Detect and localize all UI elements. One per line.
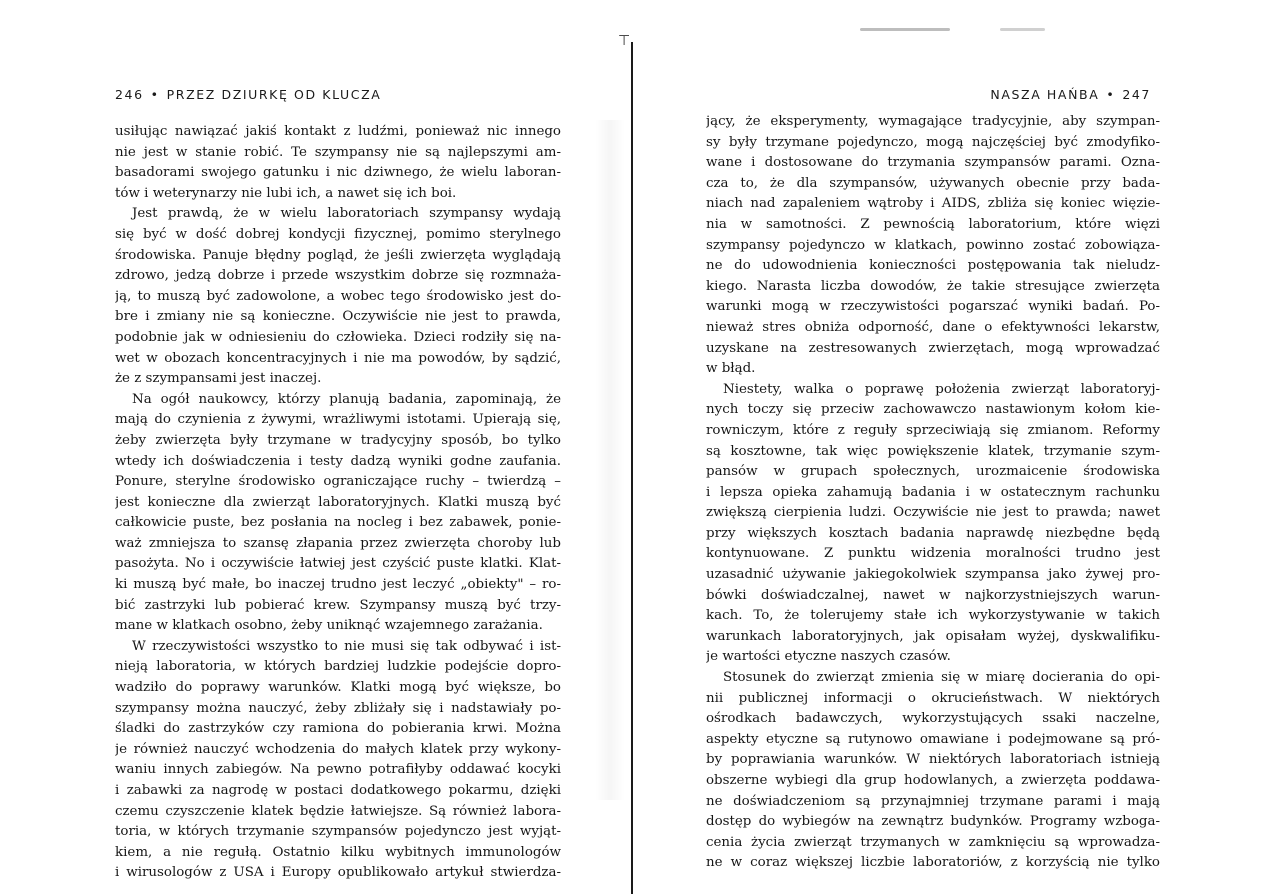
text-line: je również nauczyć wchodzenia do małych klatek przy wykony- [115, 741, 561, 757]
text-line: waż zmniejsza to szansę złapania przez zwierzęta choroby lub [115, 535, 561, 551]
header-separator: • [1106, 87, 1116, 102]
text-line: i lepsza opieka zahamują badania i w ostatecznym rachunku [706, 484, 1160, 500]
page-number: 246 [115, 87, 144, 102]
text-line: ośrodkach badawczych, wykorzystujących ssaki naczelne, [706, 711, 1160, 727]
text-line: uzyskane na zestresowanych zwierzętach, mogą wprowadzać [706, 340, 1160, 356]
running-header-right [990, 87, 1151, 102]
text-line: W rzeczywistości wszystko to nie musi się tak odbywać i ist- [132, 638, 561, 654]
text-line: je wartości etyczne naszych czasów. [706, 649, 951, 665]
text-line: warunki mogą w rzeczywistości pogarszać wyniki badań. Po- [706, 299, 1160, 315]
text-line: jest konieczne dla zwierząt laboratoryjnych. Klatki muszą być [115, 494, 561, 510]
text-line: nych toczy się przeciw zachowawczo nastawionym kołom kie- [706, 402, 1160, 418]
text-line: szympansy pojedynczo w klatkach, powinno zostać zobowiąza- [706, 237, 1160, 253]
text-line: zwiększą cierpienia ludzi. Oczywiście nie jest to prawda; nawet [706, 505, 1160, 521]
text-line: basadorami swojego gatunku i nic dziwnego, że wielu laboran- [115, 165, 561, 181]
text-line: kiego. Narasta liczba dowodów, że takie stresujące zwierzęta [706, 278, 1160, 294]
text-line: aspekty etyczne są rutynowo omawiane i podejmowane są pró- [706, 731, 1160, 747]
text-line: w błąd. [706, 361, 756, 377]
text-line: obszerne wybiegi dla grup hodowlanych, a zwierzęta poddawa- [706, 773, 1160, 788]
text-line: Jest prawdą, że w wielu laboratoriach szympansy wydają [132, 206, 561, 222]
text-line: szympansy można nauczyć, żeby zbliżały się i nadstawiały po- [115, 700, 561, 716]
text-line: śladki do zastrzyków czy ramiona do pobierania krwi. Można [115, 721, 561, 737]
text-line: usiłując nawiązać jakiś kontakt z ludźmi, ponieważ nic innego [115, 124, 561, 139]
text-line: rowniczym, które z reguły sprzeciwiają się zmianom. Reformy [706, 422, 1160, 438]
right-page [632, 0, 1262, 894]
text-line: tów i weterynarzy nie lubi ich, a nawet się ich boi. [115, 185, 457, 201]
text-line: ki muszą być małe, bo inaczej trudno jest leczyć „obiekty" – ro- [115, 577, 561, 593]
text-line: i zabawki za nagrodę w postaci dodatkowego pokarmu, dzięki [115, 783, 561, 798]
text-line: żeby zwierzęta były trzymane w tradycyjny sposób, bo tylko [115, 432, 561, 448]
text-line: ją, to muszą być zadowolone, a wobec tego środowisko jest do- [115, 288, 561, 304]
text-line: nie jest w stanie robić. Te szympansy nie są najlepszymi am- [115, 144, 561, 160]
text-line: cza to, że dla szympansów, używanych obecnie przy bada- [706, 175, 1160, 191]
header-separator: • [150, 87, 160, 102]
text-line: nieważ stres obniża odporność, dane o efektywności lekarstw, [706, 319, 1160, 335]
text-line: ne doświadczeniom są przynajmniej trzymane parami i mają [706, 793, 1160, 809]
text-line: mają do czynienia z żywymi, wrażliwymi istotami. Upierają się, [115, 412, 561, 428]
fold-mark: ⊤ [618, 33, 631, 49]
text-line: Ponure, sterylne środowisko ograniczające ruchy – twierdzą – [115, 474, 561, 490]
text-line: pasożyta. No i oczywiście łatwiej jest czyścić puste klatki. Klat- [115, 556, 561, 572]
text-line: jący, że eksperymenty, wymagające tradycyjnie, aby szympan- [706, 114, 1160, 129]
text-line: że z szympansami jest inaczej. [115, 371, 322, 387]
text-line: by poprawiania warunków. W niektórych laboratoriach istnieją [706, 752, 1160, 768]
text-line: sy były trzymane pojedynczo, mogą najczęściej być zmodyfiko- [706, 134, 1160, 150]
text-line: Na ogół naukowcy, którzy planują badania, zapominają, że [132, 391, 561, 407]
running-title: PRZEZ DZIURKĘ OD KLUCZA [166, 87, 382, 102]
text-line: kontynuowane. Z punktu widzenia moralności trudno jest [706, 546, 1160, 562]
text-line: uzasadnić używanie jakiegokolwiek szympansa jako żywej pro- [706, 567, 1160, 583]
text-line: Stosunek do zwierząt zmienia się w miarę docierania do opi- [723, 670, 1160, 686]
text-line: pansów w grupach społecznych, urozmaicenie środowiska [706, 464, 1160, 480]
text-line: czemu czyszczenie klatek będzie łatwiejsze. Są również labora- [115, 803, 561, 819]
text-line: i wirusologów z USA i Europy opublikowało artykuł stwierdza- [115, 865, 561, 881]
text-line: całkowicie puste, bez posłania na nocleg i bez zabawek, ponie- [115, 515, 561, 531]
text-line: ne w coraz większej liczbie laboratoriów, z korzyścią nie tylko [706, 855, 1160, 871]
text-line: waniu innych zabiegów. Na pewno potrafiłyby oddawać kocyki [115, 762, 561, 778]
text-line: wane i dostosowane do trzymania szympansów parami. Ozna- [706, 155, 1160, 171]
text-line: środowiska. Panuje błędny pogląd, że jeśli zwierzęta wyglądają [115, 247, 561, 263]
text-line: kiem, a nie regułą. Ostatnio kilku wybitnych immunologów [115, 844, 561, 860]
text-line: bić zastrzyki lub pobierać krew. Szympansy muszą być trzy- [115, 597, 561, 613]
text-line: nieją laboratoria, w których bardziej ludzkie podejście dopro- [115, 659, 561, 675]
text-line: nia w samotności. Z pewnością laboratorium, które więzi [706, 216, 1160, 232]
text-line: zdrowo, jedzą dobrze i przede wszystkim dobrze się rozmnaża- [115, 268, 561, 284]
running-header-left [115, 87, 381, 102]
text-line: dostęp do wybiegów na zewnątrz budynków. Programy wzboga- [706, 814, 1160, 830]
text-line: Niestety, walka o poprawę położenia zwierząt laboratoryj- [723, 381, 1160, 397]
text-line: niach nad zapaleniem wątroby i AIDS, zbliża się koniec więzie- [706, 196, 1160, 212]
left-body-text [115, 122, 561, 884]
text-line: wtedy ich doświadczenia i testy dadzą wyniki godne zaufania. [115, 453, 561, 469]
text-line: nii publicznej informacji o okrucieństwach. W niektórych [706, 690, 1160, 706]
text-line: są kosztowne, tak więc powiększenie klatek, trzymanie szym- [706, 443, 1160, 459]
text-line: kach. To, że tolerujemy stałe ich wykorzystywanie w takich [706, 608, 1160, 624]
text-line: bówki doświadczalnej, nawet w najkorzystniejszych warun- [706, 587, 1160, 603]
page-number: 247 [1122, 87, 1151, 102]
right-body-text [706, 112, 1160, 874]
text-line: wet w obozach koncentracyjnych i nie ma powodów, by sądzić, [115, 350, 561, 366]
text-line: warunkach laboratoryjnych, jak opisałam wyżej, dyskwalifiku- [706, 628, 1160, 644]
text-line: mane w klatkach osobno, żeby uniknąć wzajemnego zarażania. [115, 618, 543, 634]
text-line: cenia życia zwierząt trzymanych w zamknięciu są wprowadza- [706, 834, 1160, 850]
text-line: się być w dość dobrej kondycji fizycznej, pomimo sterylnego [115, 226, 561, 242]
text-line: toria, w których trzymanie szympansów pojedynczo jest wyjąt- [115, 824, 561, 840]
text-line: ne do udowodnienia konieczności postępowania tak nieludz- [706, 258, 1160, 274]
text-line: przy większych kosztach badania naprawdę niezbędne będą [706, 525, 1160, 541]
text-line: podobnie jak w odniesieniu do człowieka. Dzieci rodziły się na- [115, 329, 561, 345]
text-line: bre i zmiany nie są konieczne. Oczywiście nie jest to prawda, [115, 309, 561, 325]
text-line: wadziło do poprawy warunków. Klatki mogą być większe, bo [115, 680, 561, 696]
running-title: NASZA HAŃBA [990, 87, 1100, 102]
